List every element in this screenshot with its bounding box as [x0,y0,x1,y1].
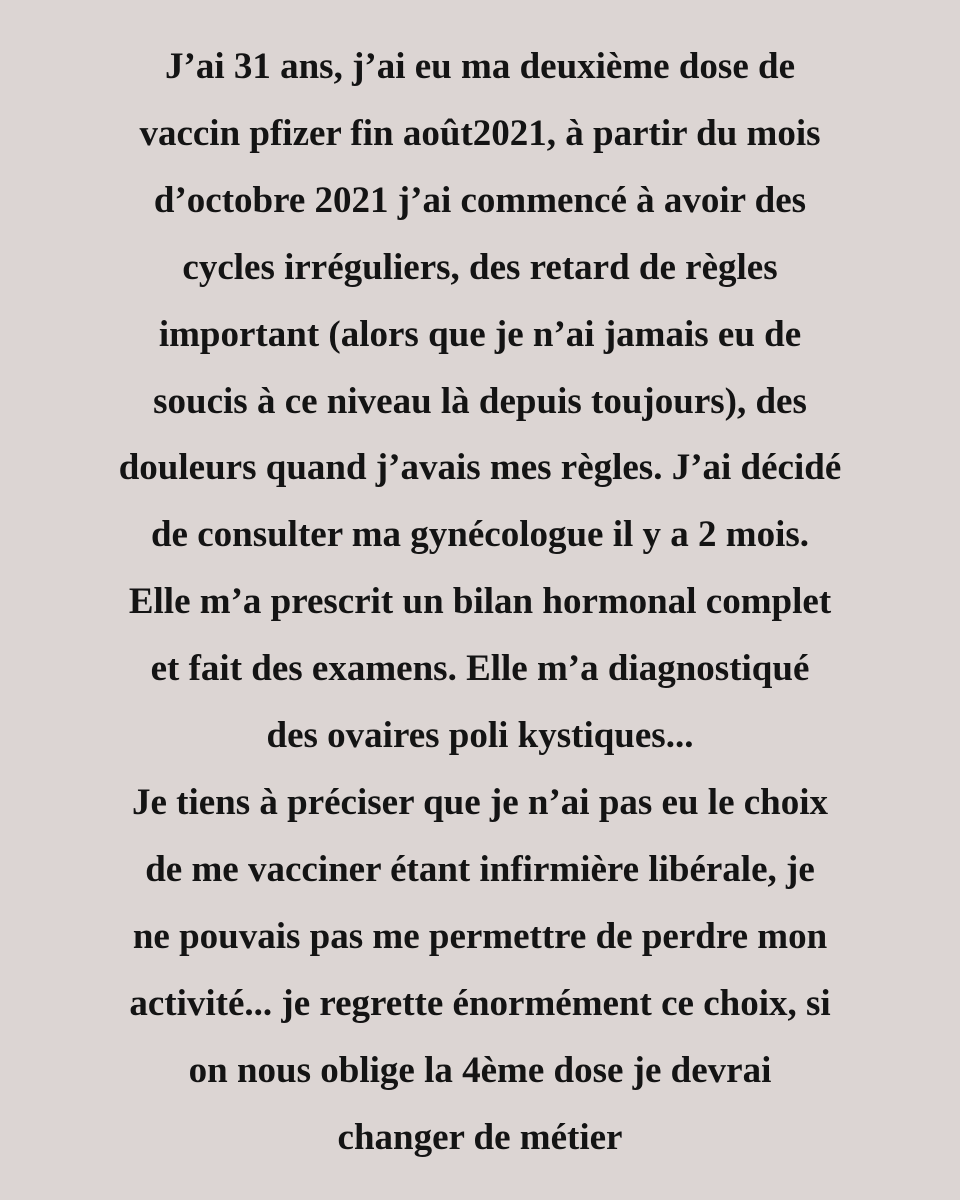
testimony-line: Elle m’a prescrit un bilan hormonal complet [128,581,832,623]
testimony-line: important (alors que je n’ai jamais eu de [158,313,802,355]
testimony-line: on nous oblige la 4ème dose je devrai [188,1049,772,1091]
testimony-line: cycles irréguliers, des retard de règles [182,246,778,288]
testimony-line: Je tiens à préciser que je n’ai pas eu le choix [131,781,829,823]
testimony-line: vaccin pfizer fin août2021, à partir du mois [139,112,821,154]
testimony-line: changer de métier [337,1116,623,1158]
testimony-line: douleurs quand j’avais mes règles. J’ai décidé [118,447,842,489]
testimony-line: d’octobre 2021 j’ai commencé à avoir des [153,179,807,221]
testimony-line: ne pouvais pas me permettre de perdre mon [132,915,828,957]
testimony-text [0,34,960,1171]
testimony-line: des ovaires poli kystiques... [266,715,694,757]
testimony-line: de consulter ma gynécologue il y a 2 mois. [150,514,810,556]
testimony-line: J’ai 31 ans, j’ai eu ma deuxième dose de [165,46,795,87]
testimony-line: et fait des examens. Elle m’a diagnostiqué [150,648,810,690]
testimony-line: activité... je regrette énormément ce choix, si [129,982,831,1024]
testimony-line: soucis à ce niveau là depuis toujours), des [153,380,807,422]
testimony-line: de me vacciner étant infirmière libérale, je [145,848,815,890]
